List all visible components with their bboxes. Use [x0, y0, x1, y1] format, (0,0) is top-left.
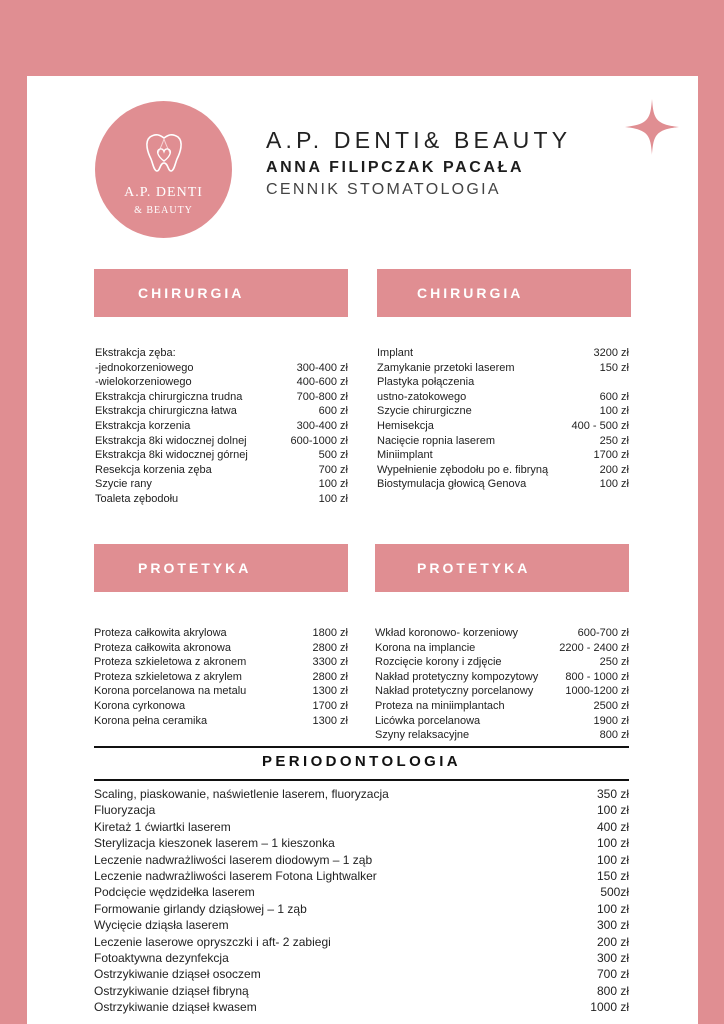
logo-line-1: A.P. DENTI	[124, 185, 203, 200]
list-item	[377, 361, 629, 376]
item-price: 1700 zł	[593, 449, 629, 462]
item-name: Ekstrakcja 8ki widocznej dolnej	[95, 434, 247, 447]
item-price: 100 zł	[599, 405, 629, 418]
list-item	[377, 375, 629, 390]
item-name: Hemisekcja	[377, 419, 434, 432]
page-subtitle: CENNIK STOMATOLOGIA	[266, 181, 501, 198]
list-item	[95, 361, 348, 376]
item-name: Ekstrakcja chirurgiczna trudna	[95, 390, 243, 403]
item-price: 600-1000 zł	[290, 434, 348, 447]
item-name: Ekstrakcja zęba:	[95, 347, 176, 359]
item-price: 700 zł	[596, 967, 629, 982]
list-item	[94, 884, 629, 900]
item-price: 100 zł	[318, 478, 348, 491]
list-item	[94, 835, 629, 851]
section-header-protetyka-left: PROTETYKA	[94, 544, 348, 592]
item-price: 100 zł	[596, 836, 629, 851]
item-price: 300-400 zł	[296, 361, 348, 374]
logo-line-2: & BEAUTY	[134, 205, 193, 216]
item-name: Toaleta zębodołu	[95, 492, 179, 505]
item-name: Korona pełna ceramika	[94, 714, 208, 727]
item-price: 350 zł	[596, 787, 629, 801]
item-price: 800 zł	[596, 983, 629, 998]
list-item	[377, 463, 629, 478]
item-price: 2800 zł	[312, 670, 348, 683]
item-name: Leczenie nadwrażliwości laserem diodowym – 1 ząb	[94, 852, 373, 867]
item-name: Szyny relaksacyjne	[375, 729, 470, 742]
list-item	[95, 375, 348, 390]
item-name: Leczenie nadwrażliwości laserem Fotona Lightwalker	[94, 868, 377, 883]
item-name: Nakład protetyczny kompozytowy	[375, 670, 539, 683]
item-name: ustno-zatokowego	[377, 390, 467, 403]
list-item	[95, 448, 348, 463]
item-name: Korona porcelanowa na metalu	[94, 685, 247, 698]
list-item	[377, 419, 629, 434]
list-item	[94, 819, 629, 835]
item-name: Podcięcie wędzidełka laserem	[94, 885, 255, 900]
list-item	[94, 966, 629, 982]
item-name: Szycie chirurgiczne	[377, 405, 472, 418]
item-name: Wypełnienie zębodołu po e. fibryną	[377, 463, 549, 476]
item-price: 800 - 1000 zł	[565, 670, 629, 683]
item-name: Miniimplant	[377, 449, 433, 462]
list-item	[375, 684, 629, 699]
item-price: 250 zł	[599, 656, 629, 669]
item-price: 1000 zł	[590, 1000, 629, 1015]
list-item	[94, 950, 629, 966]
sparkle-star-icon	[625, 99, 679, 155]
list-item	[94, 714, 348, 729]
list-item	[94, 934, 629, 950]
divider-bottom	[94, 779, 629, 781]
item-name: Scaling, piaskowanie, naświetlenie laserem, fluoryzacja	[94, 787, 389, 801]
list-item	[375, 714, 629, 729]
list-item	[94, 786, 629, 802]
list-item	[95, 346, 348, 361]
item-name: Wycięcie dziąsła laserem	[94, 918, 229, 933]
list-item	[95, 463, 348, 478]
item-price: 600 zł	[318, 405, 348, 418]
item-price: 500 zł	[318, 449, 348, 462]
list-item	[95, 434, 348, 449]
list-item	[94, 699, 348, 714]
list-item	[377, 390, 629, 405]
item-price: 1900 zł	[593, 714, 629, 727]
item-price: 500zł	[600, 885, 629, 900]
list-item	[377, 477, 629, 492]
item-name: Ostrzykiwanie dziąseł fibryną	[94, 983, 249, 998]
section-header-periodontologia: PERIODONTOLOGIA	[261, 753, 462, 770]
item-name: Proteza na miniimplantach	[375, 699, 505, 712]
item-price: 1300 zł	[312, 685, 348, 698]
item-name: Proteza całkowita akronowa	[94, 641, 231, 654]
list-item	[95, 404, 348, 419]
list-item	[375, 626, 629, 641]
item-name: Wkład koronowo- korzeniowy	[375, 627, 519, 639]
logo	[95, 101, 232, 238]
price-list-protetyka-left	[94, 626, 348, 728]
item-price: 2800 zł	[312, 641, 348, 654]
item-name: Proteza szkieletowa z akrylem	[94, 670, 242, 683]
item-name: Nacięcie ropnia laserem	[377, 434, 495, 447]
list-item	[375, 655, 629, 670]
item-price: 3300 zł	[312, 656, 348, 669]
list-item	[94, 641, 348, 656]
tooth-heart-icon	[142, 131, 186, 175]
section-header-protetyka-right: PROTETYKA	[375, 544, 629, 592]
price-list-chirurgia-right	[377, 346, 629, 492]
price-list-protetyka-right	[375, 626, 629, 743]
item-price: 100 zł	[596, 803, 629, 818]
item-price: 200 zł	[596, 934, 629, 949]
item-price: 300 zł	[596, 950, 629, 965]
section-header-chirurgia-left: CHIRURGIA	[94, 269, 348, 317]
item-price: 300 zł	[596, 918, 629, 933]
item-price: 100 zł	[599, 478, 629, 491]
item-name: Ekstrakcja 8ki widocznej górnej	[95, 449, 248, 462]
item-price: 800 zł	[599, 729, 629, 742]
item-name: -wielokorzeniowego	[95, 376, 192, 389]
list-item	[375, 728, 629, 743]
divider-top	[94, 746, 629, 748]
list-item	[94, 983, 629, 999]
item-price: 1700 zł	[312, 699, 348, 712]
list-item	[377, 434, 629, 449]
item-name: Nakład protetyczny porcelanowy	[375, 685, 534, 698]
item-name: Biostymulacja głowicą Genova	[377, 478, 527, 491]
list-item	[375, 699, 629, 714]
item-name: Fotoaktywna dezynfekcja	[94, 950, 229, 965]
item-name: Leczenie laserowe opryszczki i aft- 2 zabiegi	[94, 934, 331, 949]
item-name: Licówka porcelanowa	[375, 714, 481, 727]
item-name: Korona cyrkonowa	[94, 699, 186, 712]
item-name: Proteza szkieletowa z akronem	[94, 656, 247, 669]
item-name: Proteza całkowita akrylowa	[94, 627, 227, 639]
item-price: 700 zł	[318, 463, 348, 476]
list-item	[94, 901, 629, 917]
list-item	[377, 346, 629, 361]
price-list-periodontologia	[94, 786, 629, 1015]
list-item	[95, 390, 348, 405]
item-price: 300-400 zł	[296, 419, 348, 432]
list-item	[375, 670, 629, 685]
item-name: Plastyka połączenia	[377, 376, 475, 389]
list-item	[94, 655, 348, 670]
item-price: 600 zł	[599, 390, 629, 403]
list-item	[377, 448, 629, 463]
item-price: 3200 zł	[593, 347, 629, 359]
item-price: 1000-1200 zł	[565, 685, 629, 698]
list-item	[375, 641, 629, 656]
item-name: Korona na implancie	[375, 641, 476, 654]
item-name: Ekstrakcja chirurgiczna łatwa	[95, 405, 237, 418]
item-price: 400-600 zł	[296, 376, 348, 389]
item-price: 200 zł	[599, 463, 629, 476]
item-name: Kiretaż 1 ćwiartki laserem	[94, 819, 231, 834]
owner-name: ANNA FILIPCZAK PACAŁA	[266, 159, 525, 176]
list-item	[95, 419, 348, 434]
item-name: -jednokorzeniowego	[95, 361, 194, 374]
item-name: Rozcięcie korony i zdjęcie	[375, 656, 502, 669]
item-price: 600-700 zł	[577, 627, 629, 639]
item-price: 100 zł	[596, 852, 629, 867]
price-list-chirurgia-left	[95, 346, 348, 507]
item-price: 250 zł	[599, 434, 629, 447]
item-price: 2500 zł	[593, 699, 629, 712]
list-item	[95, 492, 348, 507]
item-name: Resekcja korzenia zęba	[95, 463, 212, 476]
item-name: Ostrzykiwanie dziąseł kwasem	[94, 1000, 257, 1015]
list-item	[94, 802, 629, 818]
section-header-chirurgia-right: CHIRURGIA	[377, 269, 631, 317]
item-price: 1300 zł	[312, 714, 348, 727]
brand-title: A.P. DENTI& BEAUTY	[266, 127, 572, 153]
item-price: 150 zł	[599, 361, 629, 374]
item-price: 2200 - 2400 zł	[559, 641, 629, 654]
item-price: 100 zł	[596, 901, 629, 916]
list-item	[94, 999, 629, 1015]
item-name: Fluoryzacja	[94, 803, 156, 818]
item-price: 100 zł	[318, 492, 348, 505]
item-name: Ostrzykiwanie dziąseł osoczem	[94, 967, 261, 982]
list-item	[94, 917, 629, 933]
item-price: 1800 zł	[312, 627, 348, 639]
list-item	[94, 626, 348, 641]
list-item	[95, 477, 348, 492]
list-item	[377, 404, 629, 419]
item-price: 700-800 zł	[296, 390, 348, 403]
list-item	[94, 670, 348, 685]
list-item	[94, 852, 629, 868]
item-price: 150 zł	[596, 868, 629, 883]
item-name: Implant	[377, 347, 414, 359]
item-name: Zamykanie przetoki laserem	[377, 361, 515, 374]
item-price: 400 - 500 zł	[571, 419, 629, 432]
item-price: 400 zł	[596, 819, 629, 834]
list-item	[94, 684, 348, 699]
item-name: Ekstrakcja korzenia	[95, 419, 191, 432]
item-name: Sterylizacja kieszonek laserem – 1 kieszonka	[94, 836, 335, 851]
item-name: Formowanie girlandy dziąsłowej – 1 ząb	[94, 901, 307, 916]
list-item	[94, 868, 629, 884]
item-name: Szycie rany	[95, 478, 152, 491]
